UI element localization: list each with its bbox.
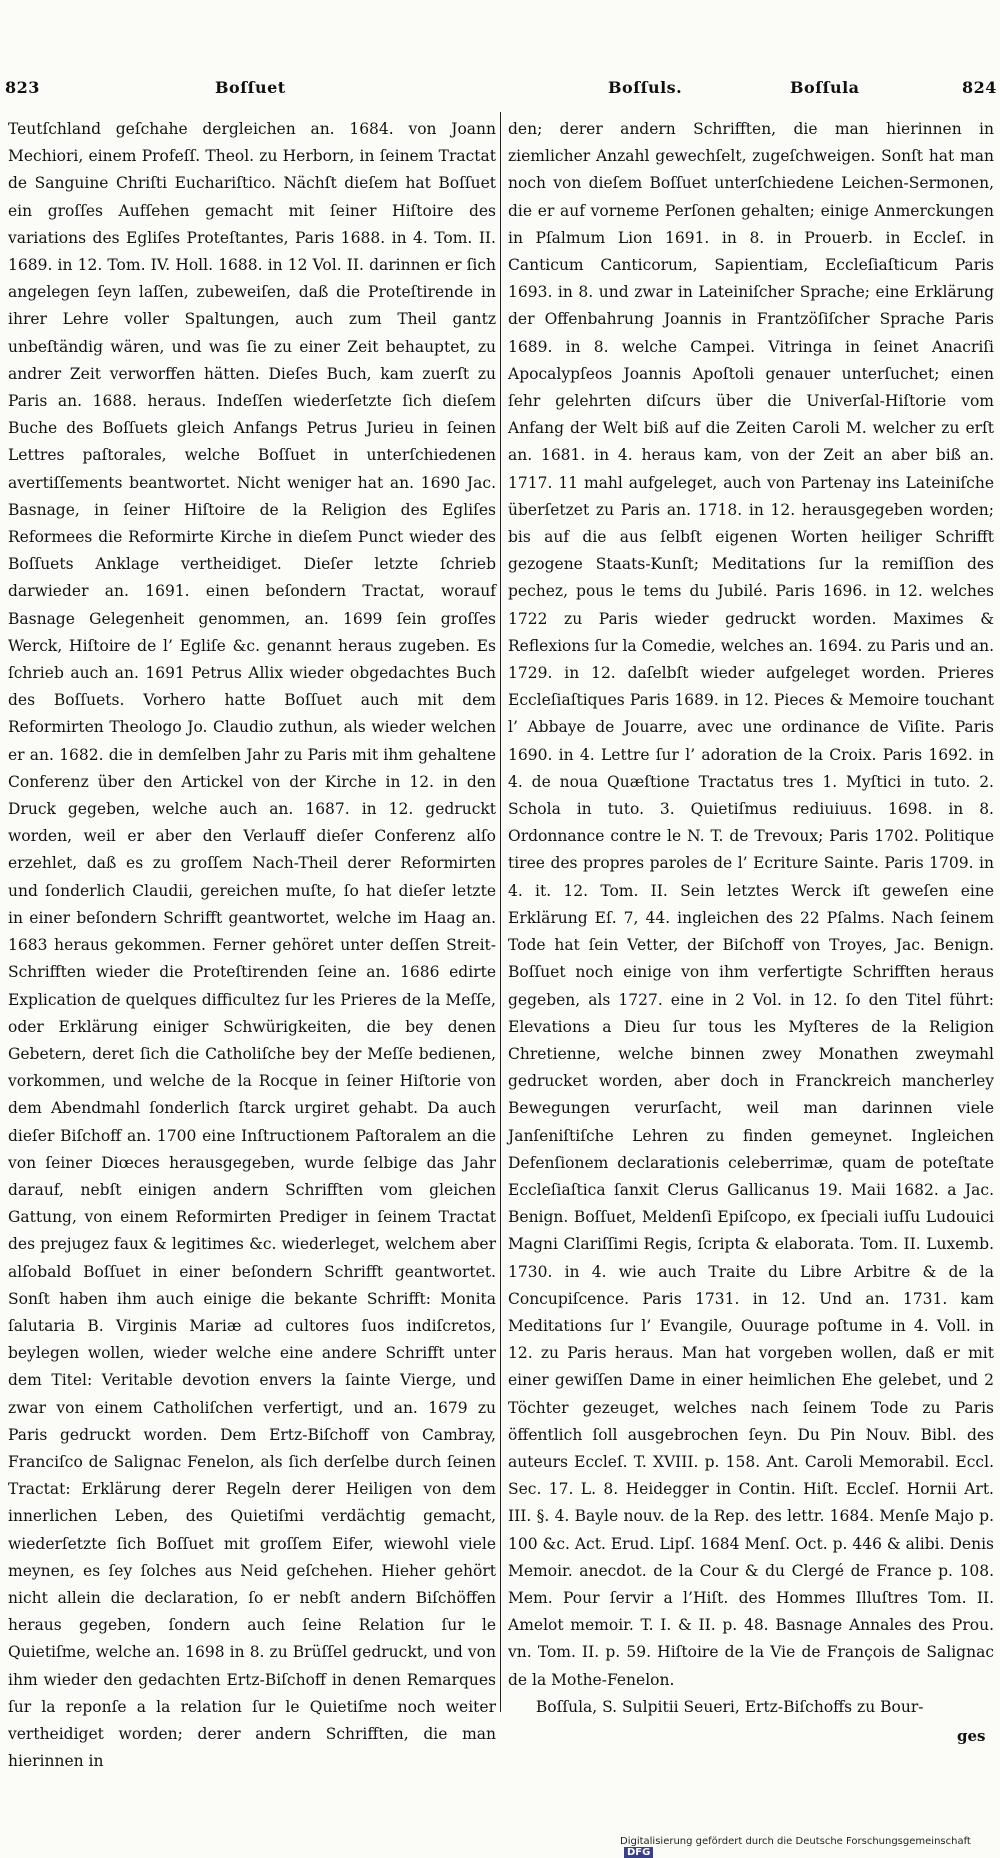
header-word-right: Boſſula <box>790 78 860 97</box>
next-entry-start: Boſſula, S. Sulpitii Seueri, Ertz-Biſchoffs zu Bour- <box>535 1697 924 1716</box>
column-divider <box>500 112 501 1712</box>
column-number-right: 824 <box>962 78 997 97</box>
column-number-left: 823 <box>5 78 40 97</box>
dfg-logo: DFG <box>624 1847 653 1858</box>
right-column <box>508 116 994 1731</box>
catchword: ges <box>957 1727 986 1745</box>
header-word-left: Boſſuet <box>215 78 286 97</box>
digitization-credit <box>620 1836 1000 1858</box>
page-header <box>0 0 1000 120</box>
right-column-text: den; derer andern Schrifften, die man hierinnen in ziemlicher Anzahl gewechſelt, zugeſchweigen. Sonſt hat man noch von dieſem Boſſuet unterſchiedene Leichen-Sermonen, die er auf vorneme Perſonen gehalten; einige Anmerckungen in Pſalmum Lion 1691. in 8. in Prouerb. in Eccleſ. in Canticum Canticorum, Sapientiam, Eccleſiaſticum Paris 1693. in 8. und zwar in Lateiniſcher Sprache; eine Erklärung der Offenbahrung Joannis in Frantzöſiſcher Sprache Paris 1689. in 8. welche Campei. Vitringa in ſeinet Anacriſi Apocalypſeos Joannis Apoſtoli genauer unterſuchet; einen ſehr gelehrten diſcurs über die Univerſal-Hiſtorie vom Anfang der Welt biß auf die Zeiten Caroli M. welcher zu erſt an. 1681. in 4. heraus kam, von der Zeit an aber biß an. 1717. 11 mahl aufgeleget, auch von Partenay ins Lateiniſche überſetzet zu Paris an. 1718. in 12. herausgegeben worden; bis auf die aus ſelbſt eigenen Worten heiliger Schrifft gezogene Staats-Kunſt; Meditations ſur la remiſſion des pechez, pous le tems du Jubilé. Paris 1696. in 12. welches 1722 zu Paris wieder gedruckt worden. Maximes & Reflexions ſur la Comedie, welches an. 1694. zu Paris und an. 1729. in 12. daſelbſt wieder aufgeleget worden. Prieres Eccleſiaſtiques Paris 1689. in 12. Pieces & Memoire touchant l’ Abbaye de Jouarre, avec une ordinance de Viſite. Paris 1690. in 4. Lettre ſur l’ adoration de la Croix. Paris 1692. in 4. de noua Quæſtione Tractatus tres 1. Myſtici in tuto. 2. Schola in tuto. 3. Quietiſmus rediuiuus. 1698. in 8. Ordonnance contre le N. T. de Trevoux; Paris 1702. Politique tiree des propres paroles de l’ Ecriture Sainte. Paris 1709. in 4. it. 12. Tom. II. Sein letztes Werck iſt geweſen eine Erklärung Eſ. 7, 44. ingleichen des 22 Pſalms. Nach ſeinem Tode hat ſein Vetter, der Biſchoff von Troyes, Jac. Benign. Boſſuet noch einige von ihm verfertigte Schrifften heraus gegeben, als 1727. eine in 2 Vol. in 12. ſo den Titel führt: Elevations a Dieu ſur tous les Myſteres de la Religion Chretienne, welche binnen zwey Monathen zweymahl gedrucket worden, aber doch in Franckreich mancherley Bewegungen verurſacht, weil man darinnen viele Janſeniſtiſche Lehren zu finden gemeynet. Ingleichen Defenſionem declarationis celeberrimæ, quam de poteſtate Eccleſiaſtica ſanxit Clerus Gallicanus 19. Maii 1682. a Jac. Benign. Boſſuet, Meldenſi Epiſcopo, ex ſpeciali iuſſu Ludouici Magni Clariſſimi Regis, ſcripta & elaborata. Tom. II. Luxemb. 1730. in 4. wie auch Traite du Libre Arbitre & de la Concupiſcence. Paris 1731. in 12. Und an. 1731. kam Meditations ſur l’ Evangile, Ouurage poſtume in 4. Voll. in 12. zu Paris heraus. Man hat vorgeben wollen, daß er mit einer gewiſſen Dame in einer heimlichen Ehe gelebet, und 2 Töchter gezeuget, welches nach ſeinem Tode zu Paris öffentlich ſoll ausgebrochen ſeyn. Du Pin Nouv. Bibl. des auteurs Eccleſ. T. XVIII. p. 158. Ant. Caroli Memorabil. Eccl. Sec. 17. L. 8. Heidegger in Contin. Hiſt. Eccleſ. Hornii Art. III. §. 4. Bayle nouv. de la Rep. des lettr. 1684. Menſe Majo p. 100 &c. Act. Erud. Lipſ. 1684 Menſ. Oct. p. 446 & alibi. Denis Memoir. anecdot. de la Cour & du Clergé de France p. 108. Mem. Pour ſervir a l’Hiſt. des Hommes Illuſtres Tom. II. Amelot memoir. T. I. & II. p. 48. Basnage Annales des Prou. vn. Tom. II. p. 59. Hiſtoire de la Vie de François de Salignac de la Mothe-Fenelon. <box>508 120 994 1689</box>
header-word-middle: Boſſuls. <box>608 78 683 97</box>
credit-text: Digitalisierung gefördert durch die Deutsche Forschungsgemeinschaft <box>620 1836 971 1847</box>
left-column <box>8 116 496 1771</box>
left-column-text: Teutſchland geſchahe dergleichen an. 1684. von Joann Mechiori, einem Profeſſ. Theol. zu Herborn, in ſeinem Tractat de Sanguine Chriſti Euchariſtico. Nächſt dieſem hat Boſſuet ein groſſes Aufſehen gemacht mit ſeiner Hiſtoire des variations des Egliſes Proteſtantes, Paris 1688. in 4. Tom. II. 1689. in 12. Tom. IV. Holl. 1688. in 12 Vol. II. darinnen er ſich angelegen ſeyn laſſen, zubeweiſen, daß die Proteſtirende in ihrer Lehre voller Spaltungen, auch zum Theil gantz unbeſtändig wären, und was ſie zu einer Zeit behauptet, zu andrer Zeit verworffen hätten. Dieſes Buch, kam zuerſt zu Paris an. 1688. heraus. Indeſſen wiederſetzte ſich dieſem Buche des Boſſuets gleich Anfangs Petrus Jurieu in ſeinen Lettres paſtorales, welche Boſſuet in unterſchiedenen avertiſſements beantwortet. Nicht weniger hat an. 1690 Jac. Basnage, in ſeiner Hiſtoire de la Religion des Egliſes Reformees die Reformirte Kirche in dieſem Punct wieder des Boſſuets Anklage vertheidiget. Dieſer letzte ſchrieb darwieder an. 1691. einen beſondern Tractat, worauf Basnage Gelegenheit genommen, an. 1699 ſein groſſes Werck, Hiſtoire de l’ Egliſe &c. genannt heraus zugeben. Es ſchrieb auch an. 1691 Petrus Allix wieder obgedachtes Buch des Boſſuets. Vorhero hatte Boſſuet auch mit dem Reformirten Theologo Jo. Claudio zuthun, als wieder welchen er an. 1682. die in demſelben Jahr zu Paris mit ihm gehaltene Conferenz über den Artickel von der Kirche in 12. in den Druck gegeben, welche auch an. 1687. in 12. gedruckt worden, weil er aber den Verlauff dieſer Conferenz alſo erzehlet, daß es zu groſſem Nach-Theil derer Reformirten und ſonderlich Claudii, gereichen muſte, ſo hat dieſer letzte in einer beſondern Schrifft geantwortet, welche im Haag an. 1683 heraus gekommen. Ferner gehöret unter deſſen Streit-Schrifften wieder die Proteſtirenden ſeine an. 1686 edirte Explication de quelques difficultez ſur les Prieres de la Meſſe, oder Erklärung einiger Schwürigkeiten, die bey denen Gebetern, deret ſich die Catholiſche bey der Meſſe bedienen, vorkommen, und welche de la Rocque in ſeiner Hiſtorie von dem Abendmahl ſonderlich ſtarck urgiret gehabt. Da auch dieſer Biſchoff an. 1700 eine Inſtructionem Paſtoralem an die von ſeiner Diœces herausgegeben, wurde ſelbige das Jahr darauf, nebſt einigen andern Schrifften vom gleichen Gattung, von einem Reformirten Prediger in ſeinem Tractat des prejugez faux & legitimes &c. wiederleget, welchem aber alſobald Boſſuet in einer beſondern Schrifft geantwortet. Sonſt haben ihm auch einige die bekante Schrifft: Monita ſalutaria B. Virginis Mariæ ad cultores ſuos indiſcretos, beylegen wollen, wieder welche eine andere Schrifft unter dem Titel: Veritable devotion envers la ſainte Vierge, und zwar von einem Catholiſchen verfertigt, und an. 1679 zu Paris gedruckt worden. Dem Ertz-Biſchoff von Cambray, Franciſco de Salignac Fenelon, als ſich derſelbe durch ſeinen Tractat: Erklärung derer Regeln derer Heiligen von dem innerlichen Leben, des Quietiſmi verdächtig gemacht, wiederſetzte ſich Boſſuet mit groſſem Eifer, wiewohl viele meynen, es ſey ſolches aus Neid geſchehen. Hieher gehört nicht allein die declaration, ſo er nebſt andern Biſchöffen heraus gegeben, ſondern auch ſeine Relation ſur le Quietiſme, welche an. 1698 in 8. zu Brüſſel gedruckt, und von ihm wieder den gedachten Ertz-Biſchoff in denen Remarques ſur la reponſe a la relation ſur le Quietiſme noch weiter vertheidiget worden; derer andern Schrifften, die man hierinnen in <box>8 120 496 1771</box>
